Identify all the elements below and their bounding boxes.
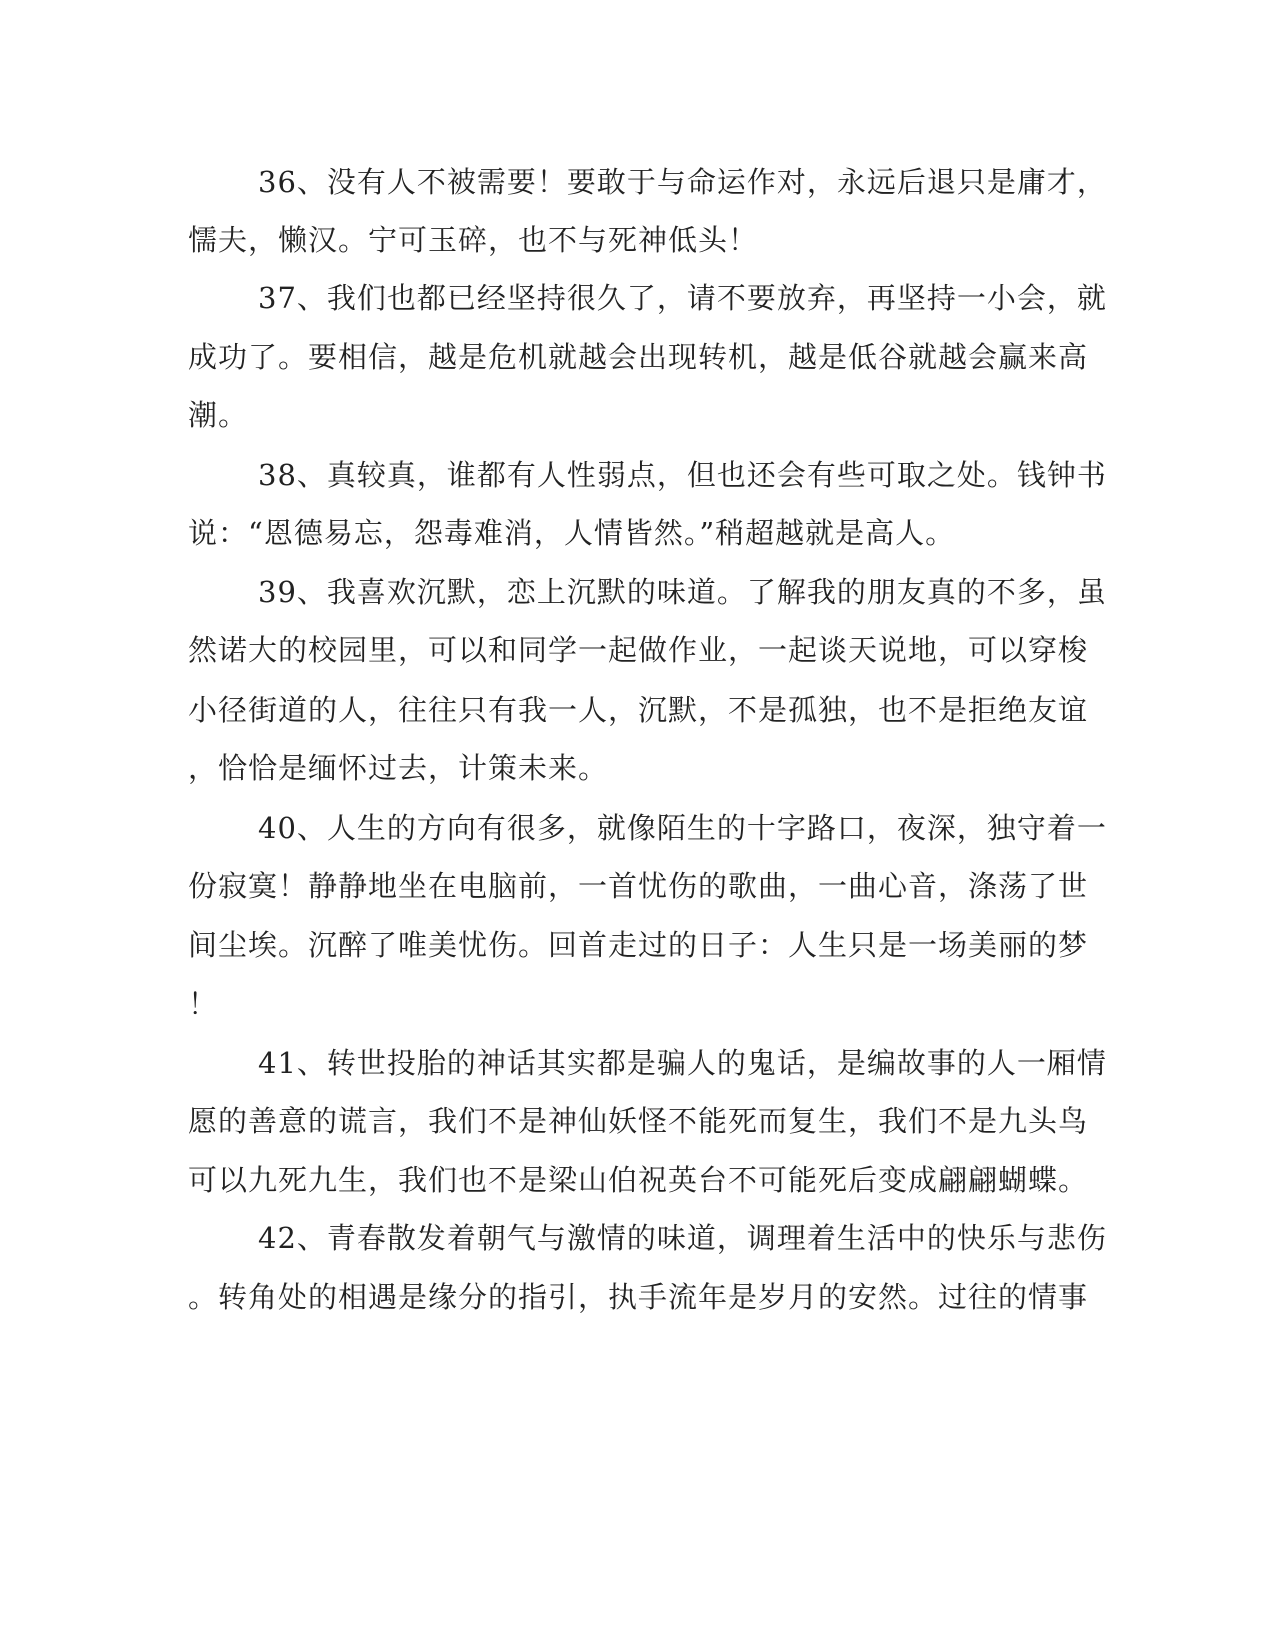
paragraph-39-line-3: 小径街道的人，往往只有我一人，沉默，不是孤独，也不是拒绝友谊 <box>188 693 1089 727</box>
paragraph-39-line-1: 39、我喜欢沉默，恋上沉默的味道。了解我的朋友真的不多，虽 <box>258 575 1107 609</box>
paragraph-41-line-3: 可以九死九生，我们也不是梁山伯祝英台不可能死后变成翩翩蝴蝶。 <box>188 1163 1089 1197</box>
paragraph-39-line-4: ，恰恰是缅怀过去，计策未来。 <box>188 751 609 785</box>
paragraph-42-line-1: 42、青春散发着朝气与激情的味道，调理着生活中的快乐与悲伤 <box>258 1221 1107 1255</box>
paragraph-37-line-3: 潮。 <box>188 398 249 432</box>
paragraph-36-line-1: 36、没有人不被需要！要敢于与命运作对，永远后退只是庸才， <box>258 165 1107 199</box>
paragraph-41-line-1: 41、转世投胎的神话其实都是骗人的鬼话，是编故事的人一厢情 <box>258 1046 1107 1080</box>
paragraph-42-line-2: 。转角处的相遇是缘分的指引，执手流年是岁月的安然。过往的情事 <box>188 1280 1089 1314</box>
paragraph-40-line-1: 40、人生的方向有很多，就像陌生的十字路口，夜深，独守着一 <box>258 811 1107 845</box>
paragraph-40-line-3: 间尘埃。沉醉了唯美忧伤。回首走过的日子：人生只是一场美丽的梦 <box>188 928 1089 962</box>
paragraph-40-line-2: 份寂寞！静静地坐在电脑前，一首忧伤的歌曲，一曲心音，涤荡了世 <box>188 869 1089 903</box>
paragraph-36-line-2: 懦夫，懒汉。宁可玉碎，也不与死神低头！ <box>188 223 759 257</box>
paragraph-40-line-4: ！ <box>188 987 219 1021</box>
paragraph-37-line-2: 成功了。要相信，越是危机就越会出现转机，越是低谷就越会赢来高 <box>188 340 1089 374</box>
paragraph-37-line-1: 37、我们也都已经坚持很久了，请不要放弃，再坚持一小会，就 <box>258 281 1107 315</box>
paragraph-38-line-2: 说：“恩德易忘，怨毒难消，人情皆然。”稍超越就是高人。 <box>188 516 956 550</box>
paragraph-41-line-2: 愿的善意的谎言，我们不是神仙妖怪不能死而复生，我们不是九头鸟 <box>188 1104 1089 1138</box>
paragraph-39-line-2: 然诺大的校园里，可以和同学一起做作业，一起谈天说地，可以穿梭 <box>188 633 1089 667</box>
paragraph-38-line-1: 38、真较真，谁都有人性弱点，但也还会有些可取之处。钱钟书 <box>258 458 1107 492</box>
